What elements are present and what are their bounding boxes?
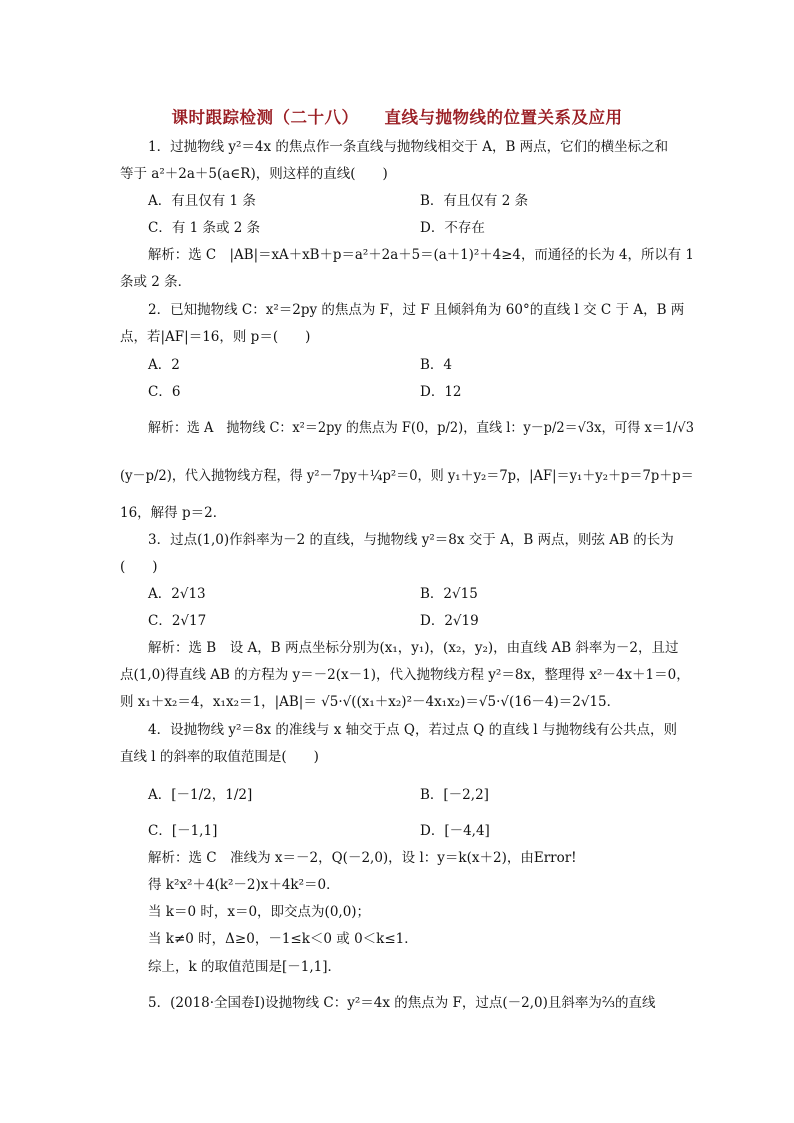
q2-option-a: A．2 xyxy=(148,357,180,373)
q3-option-a: A．2√13 xyxy=(148,586,206,602)
q2-option-d: D．12 xyxy=(420,384,462,400)
q2-solution-line2: (y－p/2)，代入抛物线方程，得 y²－7py＋¼p²＝0，则 y₁＋y₂＝7p，|AF|＝y₁＋y₂＋p＝7p＋p＝ xyxy=(120,468,694,484)
q4-option-d: D．[－4,4] xyxy=(420,823,490,839)
q3-option-b: B．2√15 xyxy=(420,586,478,602)
q3-option-c: C．2√17 xyxy=(148,613,207,629)
q2-stem-line2: 点，若|AF|＝16，则 p＝( ) xyxy=(120,329,311,345)
q3-stem-line2: ( ) xyxy=(120,559,158,575)
q1-option-b: B．有且仅有 2 条 xyxy=(420,193,529,209)
q4-solution-line4: 当 k≠0 时，Δ≥0，－1≤k＜0 或 0＜k≤1． xyxy=(148,931,418,947)
q4-solution-line2: 得 k²x²＋4(k²－2)x＋4k²＝0． xyxy=(148,877,340,893)
q4-option-b: B．[－2,2] xyxy=(420,787,489,803)
q5-stem-line1: 5．(2018·全国卷Ⅰ)设抛物线 C：y²＝4x 的焦点为 F，过点(－2,0)且斜率为⅔的直线 xyxy=(148,995,656,1011)
q1-option-d: D．不存在 xyxy=(420,220,485,236)
q2-option-b: B．4 xyxy=(420,357,453,373)
q1-stem-line2: 等于 a²＋2a＋5(a∈R)，则这样的直线( ) xyxy=(120,166,388,182)
q2-solution-line1: 解析：选 A 抛物线 C：x²＝2py 的焦点为 F(0，p/2)，直线 l：y－p/2＝√3x，可得 x＝1/√3 xyxy=(148,420,694,436)
q3-stem-line1: 3．过点(1,0)作斜率为－2 的直线，与抛物线 y²＝8x 交于 A，B 两点，则弦 AB 的长为 xyxy=(148,532,674,548)
q4-option-c: C．[－1,1] xyxy=(148,823,218,839)
q3-option-d: D．2√19 xyxy=(420,613,479,629)
q4-stem-line2: 直线 l 的斜率的取值范围是( ) xyxy=(120,749,319,765)
title-right: 直线与抛物线的位置关系及应用 xyxy=(384,108,623,127)
q3-solution-line3: 则 x₁＋x₂＝4，x₁x₂＝1，|AB|＝ √5·√((x₁＋x₂)²－4x₁x₂)＝√5·√(16－4)＝2√15． xyxy=(120,694,621,710)
q2-solution-line3: 16，解得 p＝2． xyxy=(120,505,227,521)
title-left: 课时跟踪检测（二十八） xyxy=(171,108,359,127)
q4-stem-line1: 4．设抛物线 y²＝8x 的准线与 x 轴交于点 Q，若过点 Q 的直线 l 与抛物线有公共点，则 xyxy=(148,722,678,738)
q1-option-c: C．有 1 条或 2 条 xyxy=(148,220,261,236)
q1-solution-line1: 解析：选 C |AB|＝xA＋xB＋p＝a²＋2a＋5＝(a＋1)²＋4≥4，而通径的长为 4，所以有 1 xyxy=(148,247,694,263)
q4-solution-line5: 综上，k 的取值范围是[－1,1]． xyxy=(148,959,341,975)
q4-option-a: A．[－1/2，1/2] xyxy=(148,787,253,803)
q3-solution-line2: 点(1,0)得直线 AB 的方程为 y＝－2(x－1)，代入抛物线方程 y²＝8x，整理得 x²－4x＋1＝0， xyxy=(120,667,690,683)
q1-option-a: A．有且仅有 1 条 xyxy=(148,193,256,209)
q4-solution-line1: 解析：选 C 准线为 x＝－2，Q(－2,0)，设 l：y＝k(x＋2)，由Error! xyxy=(148,850,577,866)
q1-solution-line2: 条或 2 条． xyxy=(120,274,192,290)
page-title xyxy=(0,104,794,128)
q2-stem-line1: 2．已知抛物线 C：x²＝2py 的焦点为 F，过 F 且倾斜角为 60°的直线 l 交 C 于 A，B 两 xyxy=(148,302,685,318)
q1-stem-line1: 1．过抛物线 y²＝4x 的焦点作一条直线与抛物线相交于 A，B 两点，它们的横坐标之和 xyxy=(148,139,669,155)
q2-option-c: C．6 xyxy=(148,384,181,400)
q4-solution-line3: 当 k＝0 时，x＝0，即交点为(0,0)； xyxy=(148,904,371,920)
q3-solution-line1: 解析：选 B 设 A，B 两点坐标分别为(x₁，y₁)，(x₂，y₂)，由直线 AB 斜率为－2，且过 xyxy=(148,640,679,656)
